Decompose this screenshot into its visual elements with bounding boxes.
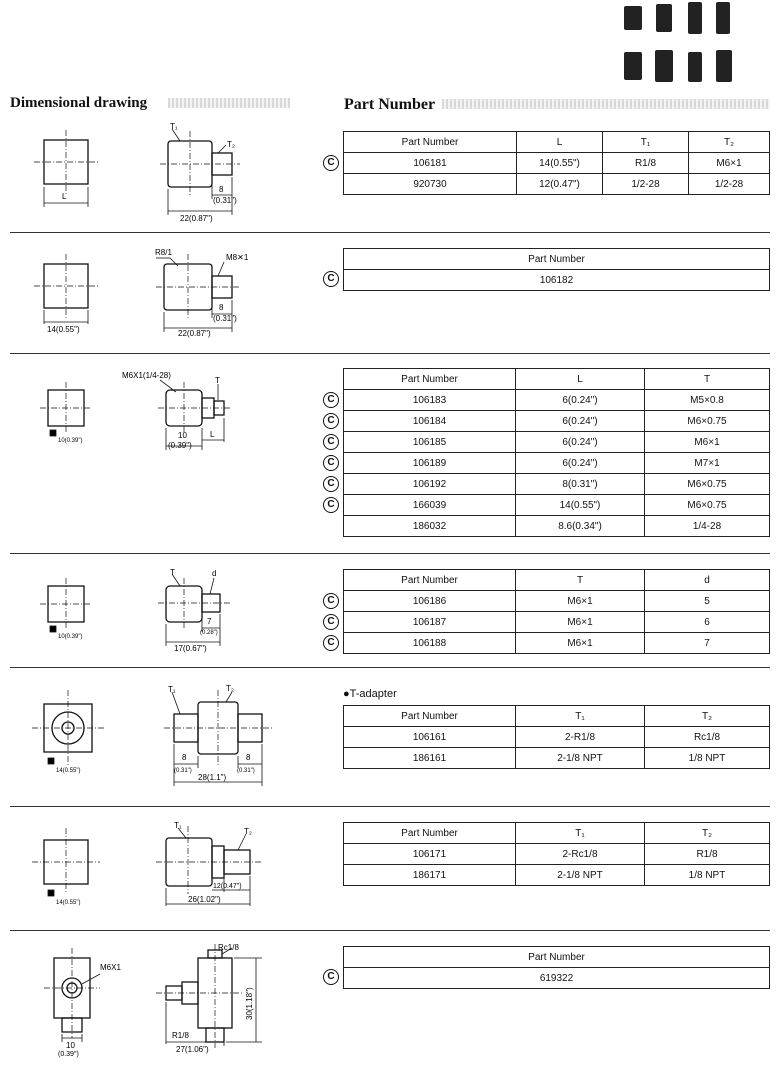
dim-label: 10 <box>66 1041 75 1050</box>
table-header: Part Number <box>344 132 517 153</box>
dim-label: T₁ <box>174 821 182 830</box>
table-cell: M5×0.8 <box>645 390 770 411</box>
table-header: T <box>645 369 770 390</box>
table-header: T₁ <box>516 706 645 727</box>
table-header: Part Number <box>344 823 516 844</box>
dim-label: (0.31") <box>237 768 255 774</box>
c-mark-icon: C <box>323 497 339 513</box>
table-cell: 106189 <box>344 453 516 474</box>
table-cell: 619322 <box>344 968 770 989</box>
heading-hatch <box>168 98 290 108</box>
table-header: Part Number <box>344 706 516 727</box>
section-divider <box>10 232 770 233</box>
table-cell: 106187 <box>344 612 516 633</box>
dim-label: 14(0.55") <box>47 325 80 334</box>
table-row <box>344 432 770 453</box>
table-cell: 1/2-28 <box>689 174 770 195</box>
table-header: L <box>517 132 603 153</box>
dim-label: 8 <box>219 303 224 312</box>
dimensional-drawing-3 <box>0 362 330 462</box>
section-divider <box>10 806 770 807</box>
table-row <box>344 474 770 495</box>
table-cell: 8.6(0.34") <box>516 516 645 537</box>
dim-label: 14(0.55") <box>56 900 81 906</box>
table-row <box>344 411 770 432</box>
dim-label: 10(0.39") <box>58 438 83 444</box>
table-cell: M6×1 <box>516 633 645 654</box>
c-mark-icon: C <box>323 455 339 471</box>
dim-label: Rc1/8 <box>218 943 239 952</box>
part-number-heading: Part Number <box>344 96 436 113</box>
table-header: T₁ <box>516 823 645 844</box>
part-number-table-1 <box>343 131 770 195</box>
table-header: T₂ <box>645 823 770 844</box>
table-cell: 1/4-28 <box>645 516 770 537</box>
table-row <box>344 516 770 537</box>
c-mark-icon: C <box>323 969 339 985</box>
dim-label: T₂ <box>227 140 235 149</box>
dim-label: (0.31") <box>213 314 237 323</box>
dim-label: 10(0.39") <box>58 634 83 640</box>
table-row <box>344 174 770 195</box>
c-mark-icon: C <box>323 434 339 450</box>
table-cell: M6×0.75 <box>645 411 770 432</box>
c-mark-icon: C <box>323 593 339 609</box>
t-adapter-label: ●T-adapter <box>343 688 397 700</box>
dim-label: M6X1(1/4-28) <box>122 371 171 380</box>
table-row <box>344 591 770 612</box>
table-cell: 14(0.55") <box>516 495 645 516</box>
heading-hatch <box>442 99 770 109</box>
dim-label: 10 <box>178 431 187 440</box>
table-header: Part Number <box>344 369 516 390</box>
table-cell: M6×1 <box>516 612 645 633</box>
part-number-table-2 <box>343 248 770 291</box>
table-row <box>344 865 770 886</box>
table-row <box>344 844 770 865</box>
table-cell: 106183 <box>344 390 516 411</box>
table-cell: 1/8 NPT <box>645 748 770 769</box>
table-cell: 6(0.24") <box>516 453 645 474</box>
table-header: Part Number <box>344 570 516 591</box>
table-cell: R1/8 <box>645 844 770 865</box>
c-mark-icon: C <box>323 614 339 630</box>
table-cell: 186161 <box>344 748 516 769</box>
dim-label: L <box>62 192 67 201</box>
table-cell: 8(0.31") <box>516 474 645 495</box>
table-cell: 5 <box>645 591 770 612</box>
table-cell: 2-1/8 NPT <box>516 748 645 769</box>
table-row <box>344 495 770 516</box>
part-number-table-3 <box>343 368 770 537</box>
table-cell: 106192 <box>344 474 516 495</box>
table-cell: M6×0.75 <box>645 474 770 495</box>
table-row <box>344 633 770 654</box>
dim-label: 22(0.87") <box>178 329 211 338</box>
table-cell: 166039 <box>344 495 516 516</box>
table-cell: 6 <box>645 612 770 633</box>
dim-label: 7 <box>207 617 212 626</box>
c-mark-icon: C <box>323 635 339 651</box>
table-cell: 106181 <box>344 153 517 174</box>
c-mark-icon: C <box>323 271 339 287</box>
dim-label: (0.39") <box>58 1051 79 1058</box>
table-cell: Rc1/8 <box>645 727 770 748</box>
table-cell: 6(0.24") <box>516 411 645 432</box>
dim-label: 8 <box>182 753 187 762</box>
dim-label: (0.28") <box>200 630 218 636</box>
dimensional-drawing-4 <box>0 562 330 657</box>
table-cell: 6(0.24") <box>516 390 645 411</box>
product-photo <box>688 2 702 34</box>
section-divider <box>10 930 770 931</box>
table-header: d <box>645 570 770 591</box>
product-photo <box>655 50 673 82</box>
table-cell: M7×1 <box>645 453 770 474</box>
table-cell: 186171 <box>344 865 516 886</box>
dimensional-drawing-5 <box>0 676 330 796</box>
dim-label: 8 <box>246 753 251 762</box>
dim-label: (0.31") <box>174 768 192 774</box>
table-cell: M6×1 <box>516 591 645 612</box>
table-header: T <box>516 570 645 591</box>
dim-label: T₁ <box>170 122 178 131</box>
part-number-table-7 <box>343 946 770 989</box>
table-cell: 6(0.24") <box>516 432 645 453</box>
table-cell: 920730 <box>344 174 517 195</box>
table-cell: R1/8 <box>603 153 689 174</box>
dim-label: 22(0.87") <box>180 214 213 223</box>
dim-label: T₂ <box>226 684 234 693</box>
table-row <box>344 727 770 748</box>
section-divider <box>10 667 770 668</box>
dim-label: T <box>215 376 220 385</box>
dimensional-drawing-heading: Dimensional drawing <box>10 95 148 111</box>
c-mark-icon: C <box>323 413 339 429</box>
table-cell: 1/2-28 <box>603 174 689 195</box>
dim-label: (0.31") <box>213 196 237 205</box>
table-header: T₂ <box>689 132 770 153</box>
table-cell: 2-1/8 NPT <box>516 865 645 886</box>
dimensional-drawing-6 <box>0 814 330 914</box>
dim-label: 30(1.18") <box>245 987 254 1020</box>
table-cell: 14(0.55") <box>517 153 603 174</box>
table-cell: 2-Rc1/8 <box>516 844 645 865</box>
dim-label: T <box>170 568 175 577</box>
table-row <box>344 968 770 989</box>
product-photo <box>656 4 672 32</box>
table-row <box>344 270 770 291</box>
table-row <box>344 612 770 633</box>
dim-label: 14(0.55") <box>56 768 81 774</box>
dim-label: M6X1 <box>100 963 121 972</box>
section-divider <box>10 353 770 354</box>
table-header: T₂ <box>645 706 770 727</box>
dim-label: R1/8 <box>172 1031 189 1040</box>
table-row <box>344 748 770 769</box>
dim-label: M8✕1 <box>226 253 249 262</box>
section-divider <box>10 553 770 554</box>
product-photo <box>716 2 730 34</box>
product-photo <box>688 52 702 82</box>
table-cell: M6×0.75 <box>645 495 770 516</box>
table-cell: 106188 <box>344 633 516 654</box>
table-cell: 106185 <box>344 432 516 453</box>
table-row <box>344 453 770 474</box>
table-cell: M6×1 <box>689 153 770 174</box>
table-cell: 106161 <box>344 727 516 748</box>
c-mark-icon: C <box>323 392 339 408</box>
dim-label: 28(1.1") <box>198 773 227 782</box>
part-number-table-4 <box>343 569 770 654</box>
table-cell: 106186 <box>344 591 516 612</box>
table-header: L <box>516 369 645 390</box>
dim-label: 26(1.02") <box>188 895 221 904</box>
dim-label: 17(0.67") <box>174 644 207 653</box>
table-cell: M6×1 <box>645 432 770 453</box>
product-photo <box>624 6 642 30</box>
dim-label: R8/1 <box>155 248 172 257</box>
table-cell: 2-R1/8 <box>516 727 645 748</box>
table-header: T₁ <box>603 132 689 153</box>
table-cell: 106184 <box>344 411 516 432</box>
dimensional-drawing-7 <box>0 938 330 1058</box>
product-photo <box>716 50 732 82</box>
table-cell: 106171 <box>344 844 516 865</box>
dim-label: T₁ <box>168 685 176 694</box>
c-mark-icon: C <box>323 155 339 171</box>
table-row <box>344 153 770 174</box>
dim-label: L <box>210 430 215 439</box>
dimensional-drawing-1 <box>0 115 330 225</box>
dim-label: (0.39") <box>168 441 192 450</box>
part-number-table-6 <box>343 822 770 886</box>
dim-label: 12(0.47") <box>213 883 242 890</box>
table-cell: 7 <box>645 633 770 654</box>
dim-label: 8 <box>219 185 224 194</box>
table-row <box>344 390 770 411</box>
table-cell: 1/8 NPT <box>645 865 770 886</box>
product-photo <box>624 52 642 80</box>
table-header: Part Number <box>344 947 770 968</box>
table-cell: 106182 <box>344 270 770 291</box>
dim-label: d <box>212 569 217 578</box>
part-number-table-5 <box>343 705 770 769</box>
table-cell: 186032 <box>344 516 516 537</box>
dim-label: 27(1.06") <box>176 1045 209 1054</box>
dim-label: T₂ <box>244 827 252 836</box>
c-mark-icon: C <box>323 476 339 492</box>
table-header: Part Number <box>344 249 770 270</box>
table-cell: 12(0.47") <box>517 174 603 195</box>
dimensional-drawing-2 <box>0 240 330 340</box>
